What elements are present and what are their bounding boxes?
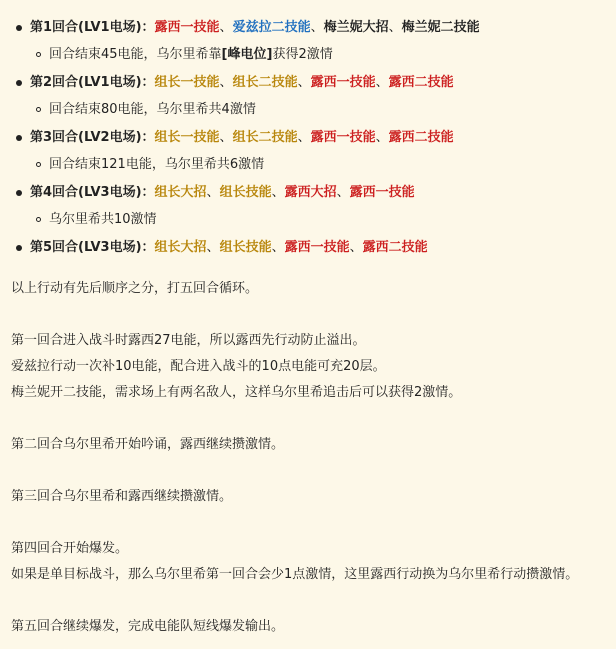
skill: 露西一技能: [349, 185, 415, 200]
skill: 露西一技能: [310, 130, 376, 145]
skill: 露西二技能: [388, 130, 454, 145]
round-label: 第3回合(LV2电场)：: [30, 130, 155, 145]
paragraph: 第四回合开始爆发。: [11, 541, 129, 556]
circle-bullet-icon: [36, 107, 41, 112]
skill: 组长二技能: [232, 75, 298, 90]
round-note: 回合结束45电能，乌尔里希靠[峰电位]获得2激情: [49, 47, 333, 62]
paragraph: 梅兰妮开二技能，需求场上有两名敌人，这样乌尔里希追击后可以获得2激情。: [11, 385, 462, 400]
paragraph: 爱兹拉行动一次补10电能，配合进入战斗的10点电能可充20层。: [11, 359, 386, 374]
skill: 梅兰妮二技能: [401, 20, 480, 35]
round-line: 第5回合(LV3电场)：组长大招、组长技能、露西一技能、露西二技能: [30, 240, 428, 255]
paragraph: 如果是单目标战斗，那么乌尔里希第一回合会少1点激情，这里露西行动换为乌尔里希行动攒激情。: [11, 567, 579, 582]
circle-bullet-icon: [36, 217, 41, 222]
round-note: 回合结束80电能，乌尔里希共4激情: [49, 102, 256, 117]
round-line: 第3回合(LV2电场)：组长一技能、组长二技能、露西一技能、露西二技能: [30, 130, 454, 145]
skill: 露西一技能: [310, 75, 376, 90]
skill: 露西二技能: [362, 240, 428, 255]
skill: 组长一技能: [154, 130, 220, 145]
round-label: 第5回合(LV3电场)：: [30, 240, 155, 255]
round-line: 第2回合(LV1电场)：组长一技能、组长二技能、露西一技能、露西二技能: [30, 75, 454, 90]
paragraph: 第一回合进入战斗时露西27电能，所以露西先行动防止溢出。: [11, 333, 366, 348]
skill: 组长一技能: [154, 75, 220, 90]
paragraph: 第三回合乌尔里希和露西继续攒激情。: [11, 489, 233, 504]
bullet-icon: [16, 135, 22, 141]
skill: 组长二技能: [232, 130, 298, 145]
skill: 露西一技能: [154, 20, 220, 35]
paragraph: 以上行动有先后顺序之分，打五回合循环。: [11, 281, 259, 296]
round-label: 第2回合(LV1电场)：: [30, 75, 155, 90]
skill: 露西大招: [284, 185, 337, 200]
round-line: 第1回合(LV1电场)：露西一技能、爱兹拉二技能、梅兰妮大招、梅兰妮二技能: [30, 20, 480, 35]
paragraph: 第五回合继续爆发，完成电能队短线爆发输出。: [11, 619, 285, 634]
skill: 组长大招: [154, 240, 207, 255]
circle-bullet-icon: [36, 52, 41, 57]
round-label: 第4回合(LV3电场)：: [30, 185, 155, 200]
round-label: 第1回合(LV1电场)：: [30, 20, 155, 35]
skill: 组长大招: [154, 185, 207, 200]
skill: 组长技能: [219, 240, 272, 255]
round-note: 乌尔里希共10激情: [49, 212, 157, 227]
circle-bullet-icon: [36, 162, 41, 167]
skill: 组长技能: [219, 185, 272, 200]
skill: 露西二技能: [388, 75, 454, 90]
bullet-icon: [16, 25, 22, 31]
paragraph: 第二回合乌尔里希开始吟诵，露西继续攒激情。: [11, 437, 285, 452]
skill: 梅兰妮大招: [323, 20, 389, 35]
bullet-icon: [16, 190, 22, 196]
bullet-icon: [16, 80, 22, 86]
skill: 露西一技能: [284, 240, 350, 255]
skill: 爱兹拉二技能: [232, 20, 311, 35]
round-line: 第4回合(LV3电场)：组长大招、组长技能、露西大招、露西一技能: [30, 185, 415, 200]
keyword: [峰电位]: [221, 47, 273, 62]
bullet-icon: [16, 245, 22, 251]
round-note: 回合结束121电能，乌尔里希共6激情: [49, 157, 265, 172]
